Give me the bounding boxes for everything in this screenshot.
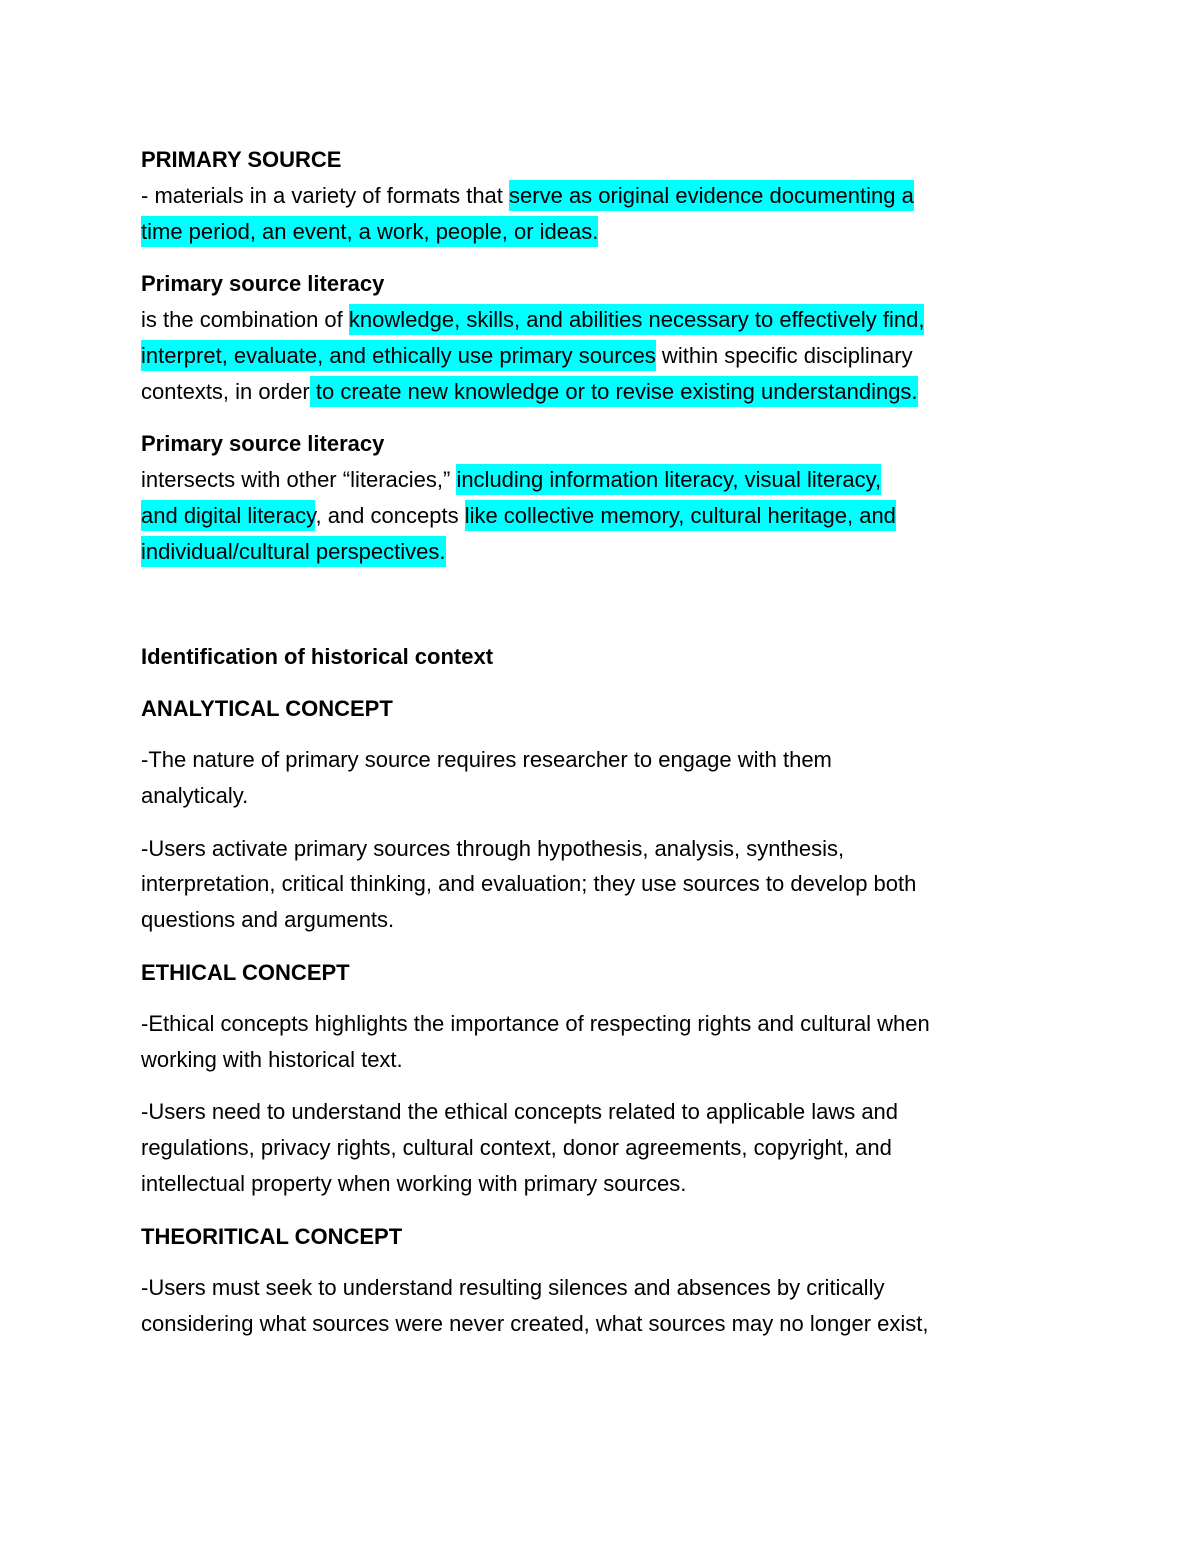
- analytical-paragraph-1-line-1: -The nature of primary source requires researcher to engage with them: [141, 747, 832, 772]
- primary-source-definition-line-2: [141, 219, 598, 245]
- theoretical-paragraph-1-line-1: -Users must seek to understand resulting silences and absences by critically: [141, 1275, 885, 1300]
- plain-text: , and concepts: [315, 503, 465, 528]
- theoretical-paragraph-1-line-2: considering what sources were never created, what sources may no longer exist,: [141, 1311, 929, 1336]
- plain-text: contexts, in order: [141, 379, 310, 404]
- plain-text: - materials in a variety of formats that: [141, 183, 510, 208]
- highlighted-text: interpret, evaluate, and ethically use primary sources: [141, 340, 656, 371]
- analytical-paragraph-1-line-2: analyticaly.: [141, 783, 249, 808]
- ethical-paragraph-2-line-3: intellectual property when working with primary sources.: [141, 1171, 687, 1196]
- literacy-intersect-line-3: [141, 539, 446, 565]
- literacy-definition-line-3: [141, 379, 918, 405]
- plain-text: intersects with other “literacies,”: [141, 467, 457, 492]
- analytical-paragraph-2-line-1: -Users activate primary sources through hypothesis, analysis, synthesis,: [141, 836, 845, 861]
- literacy-intersect-line-2: [141, 503, 896, 529]
- analytical-paragraph-2-line-3: questions and arguments.: [141, 907, 395, 932]
- identification-heading: Identification of historical context: [141, 644, 494, 669]
- analytical-concept-heading: ANALYTICAL CONCEPT: [141, 696, 393, 721]
- highlighted-text: like collective memory, cultural heritage, and: [465, 500, 896, 531]
- highlighted-text: including information literacy, visual literacy,: [456, 464, 881, 495]
- analytical-paragraph-2-line-2: interpretation, critical thinking, and evaluation; they use sources to develop both: [141, 871, 917, 896]
- highlighted-text: and digital literacy: [141, 500, 315, 531]
- literacy-definition-line-1: [141, 307, 924, 333]
- primary-source-definition-line-1: [141, 183, 914, 209]
- literacy-definition-line-2: [141, 343, 913, 369]
- ethical-paragraph-1-line-1: -Ethical concepts highlights the importance of respecting rights and cultural when: [141, 1011, 930, 1036]
- ethical-paragraph-2-line-1: -Users need to understand the ethical concepts related to applicable laws and: [141, 1099, 899, 1124]
- plain-text: is the combination of: [141, 307, 349, 332]
- plain-text: within specific disciplinary: [655, 343, 913, 368]
- primary-source-heading: PRIMARY SOURCE: [141, 147, 342, 172]
- highlighted-text: time period, an event, a work, people, or ideas.: [141, 216, 598, 247]
- highlighted-text: to create new knowledge or to revise existing understandings.: [310, 376, 918, 407]
- ethical-concept-heading: ETHICAL CONCEPT: [141, 960, 350, 985]
- highlighted-text: individual/cultural perspectives.: [141, 536, 446, 567]
- ethical-paragraph-1-line-2: working with historical text.: [141, 1047, 403, 1072]
- theoretical-concept-heading: THEORITICAL CONCEPT: [141, 1224, 403, 1249]
- literacy-definition-heading: Primary source literacy: [141, 271, 385, 296]
- literacy-intersect-heading: Primary source literacy: [141, 431, 385, 456]
- literacy-intersect-line-1: [141, 467, 881, 493]
- highlighted-text: serve as original evidence documenting a: [509, 180, 914, 211]
- ethical-paragraph-2-line-2: regulations, privacy rights, cultural context, donor agreements, copyright, and: [141, 1135, 892, 1160]
- highlighted-text: knowledge, skills, and abilities necessary to effectively find,: [349, 304, 925, 335]
